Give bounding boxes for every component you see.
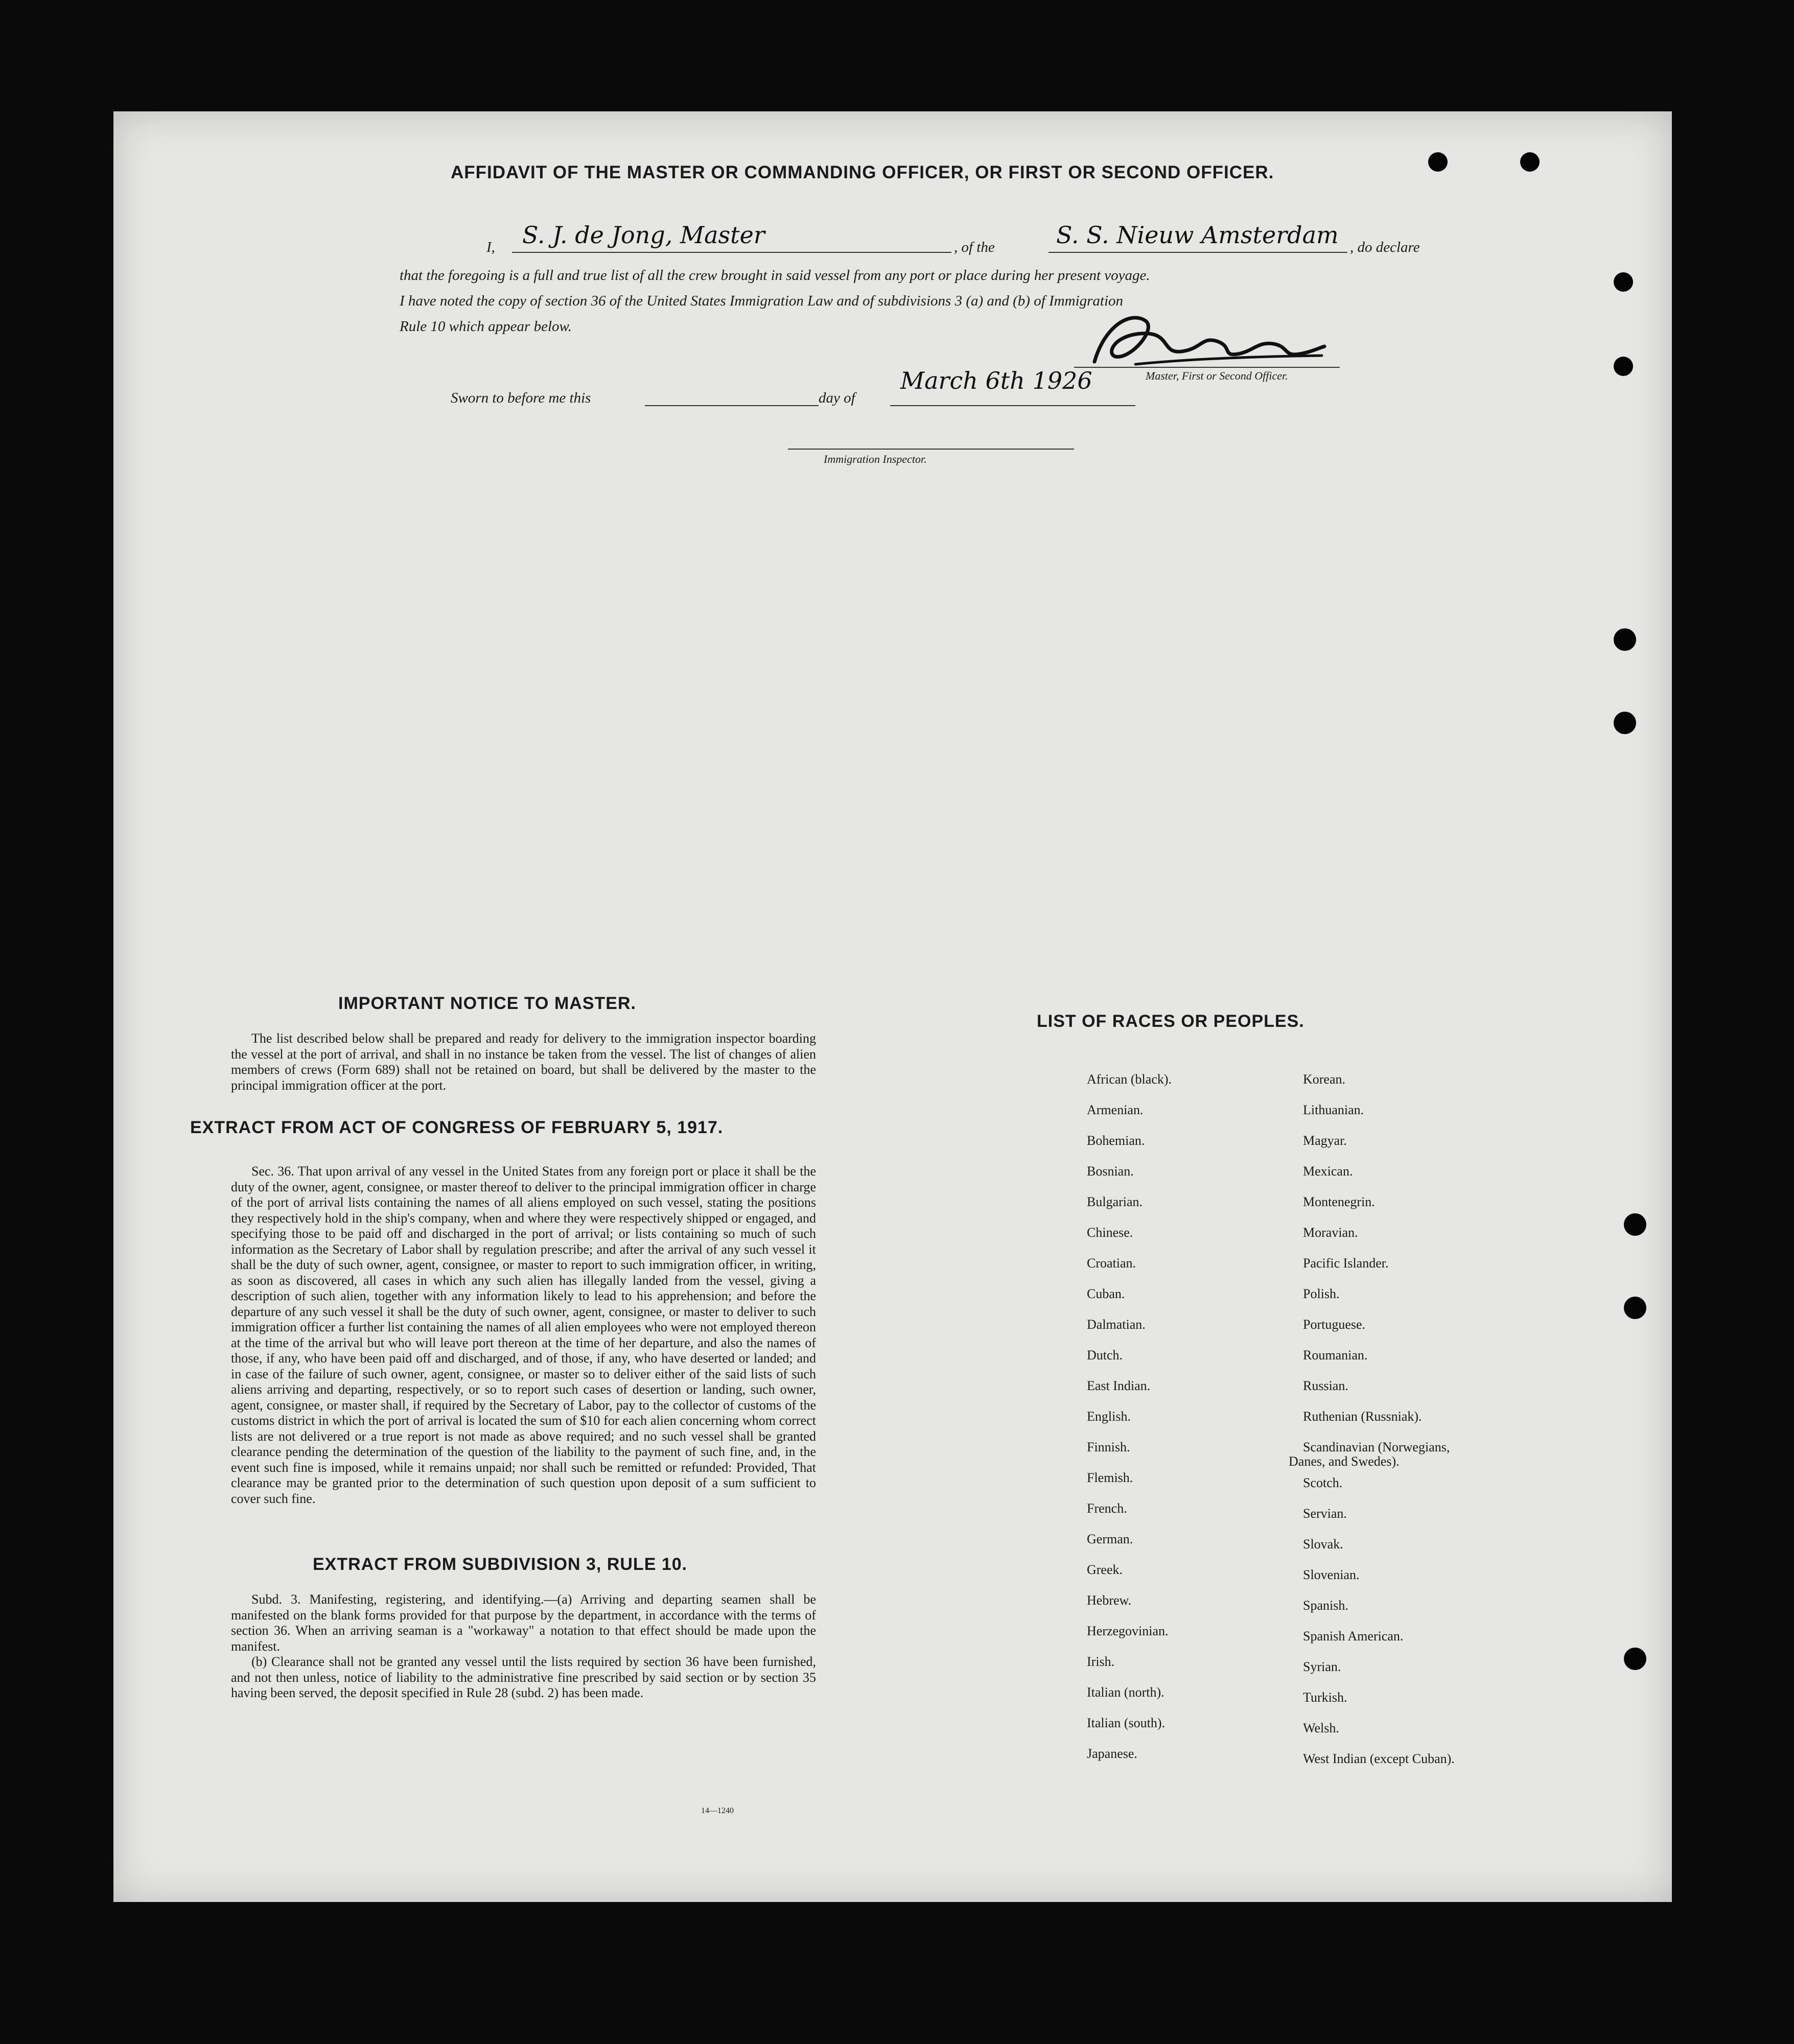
race-item: Bulgarian.: [1087, 1194, 1143, 1209]
affidavit-i: I,: [486, 239, 495, 255]
race-item: Irish.: [1087, 1654, 1115, 1669]
punch-hole: [1624, 1213, 1646, 1236]
handwritten-date: March 6th 1926: [900, 367, 1092, 394]
race-item: Magyar.: [1303, 1133, 1347, 1148]
document-page: [113, 111, 1672, 1902]
race-item: Chinese.: [1087, 1225, 1133, 1240]
affidavit-line-3: I have noted the copy of section 36 of the United States Immigration Law and of subdivisions 3 (a) and (b) of Immigration: [400, 293, 1124, 309]
race-item: West Indian (except Cuban).: [1303, 1751, 1455, 1766]
race-item: Danes, and Swedes).: [1289, 1454, 1400, 1469]
handwritten-master-name: S. J. de Jong, Master: [522, 221, 765, 249]
race-item: Italian (north).: [1087, 1685, 1164, 1700]
race-item: Croatian.: [1087, 1256, 1136, 1271]
extract-rule-title: EXTRACT FROM SUBDIVISION 3, RULE 10.: [313, 1555, 688, 1574]
rule-para-a: Subd. 3. Manifesting, registering, and identifying.—(a) Arriving and departing seamen shall be manifested on the blank forms provided for that purpose by the department, in accordance with the terms of section 36. When an arriving seaman is a "workaway" a notation to that effect should be made upon the manifest.: [231, 1592, 816, 1654]
affidavit-title: AFFIDAVIT OF THE MASTER OR COMMANDING OFFICER, OR FIRST OR SECOND OFFICER.: [451, 162, 1274, 182]
race-item: Ruthenian (Russniak).: [1303, 1409, 1422, 1424]
race-item: Bohemian.: [1087, 1133, 1145, 1148]
race-item: Finnish.: [1087, 1440, 1130, 1454]
punch-hole: [1614, 628, 1636, 651]
race-item: Russian.: [1303, 1378, 1348, 1393]
race-item: Herzegovinian.: [1087, 1624, 1169, 1638]
race-item: German.: [1087, 1532, 1133, 1546]
race-item: African (black).: [1087, 1072, 1172, 1087]
vessel-underline: [1049, 252, 1347, 253]
day-of: day of: [819, 390, 855, 406]
race-item: Armenian.: [1087, 1102, 1144, 1117]
race-item: Roumanian.: [1303, 1348, 1368, 1362]
race-item: Montenegrin.: [1303, 1194, 1375, 1209]
race-item: Welsh.: [1303, 1721, 1339, 1735]
race-item: Dalmatian.: [1087, 1317, 1146, 1332]
race-item: Spanish.: [1303, 1598, 1348, 1613]
race-item: Scandinavian (Norwegians,: [1303, 1440, 1450, 1454]
race-item: Cuban.: [1087, 1286, 1125, 1301]
race-item: Japanese.: [1087, 1746, 1137, 1761]
affidavit-declare: , do declare: [1350, 239, 1420, 255]
race-item: Bosnian.: [1087, 1164, 1134, 1179]
punch-hole: [1428, 152, 1448, 172]
punch-hole: [1614, 272, 1633, 292]
punch-hole: [1624, 1648, 1646, 1670]
race-item: Italian (south).: [1087, 1716, 1166, 1730]
handwritten-vessel-name: S. S. Nieuw Amsterdam: [1056, 221, 1339, 249]
extract-rule-text: [231, 1592, 816, 1701]
race-item: Polish.: [1303, 1286, 1340, 1301]
punch-hole: [1624, 1297, 1646, 1319]
race-item: Mexican.: [1303, 1164, 1353, 1179]
race-item: Portuguese.: [1303, 1317, 1366, 1332]
section-36-paragraph: Sec. 36. That upon arrival of any vessel in the United States from any foreign port or place it shall be the duty of the owner, agent, consignee, or master thereof to deliver to the principal immigration officer in charge of the port of arrival lists containing the names of all aliens employed on such vessel, stating the positions they respectively hold in the ship's company, when and where they were respectively shipped or engaged, and specifying those to be paid off and discharged in the port of arrival; or lists containing so much of such information as the Secretary of Labor shall by regulation prescribe; and after the arrival of any such vessel it shall be the duty of such owner, agent, consignee, or master to report to such immigration officer, in writing, as soon as discovered, all cases in which any such alien has illegally landed from the vessel, giving a description of such alien, together with any information likely to lead to his apprehension; and before the departure of any such vessel it shall be the duty of such owner, agent, consignee, or master to deliver to such immigration officer a further list containing the names of all alien employees who were not employed thereon at the time of the arrival but who will leave port thereon at the time of her departure, and also the names of those, if any, who have been paid off and discharged, and of those, if any, who have deserted or landed; and in case of the failure of such owner, agent, consignee, or master so to deliver either of the said lists of such aliens arriving and departing, respectively, or so to report such cases of desertion or landing, such owner, agent, consignee, or master shall, if required by the Secretary of Labor, pay to the collector of customs of the customs district in which the port of arrival is located the sum of $10 for each alien concerning whom correct lists are not delivered or a true report is not made as above required; and no such vessel shall be granted clearance pending the determination of the question of the liability to the payment of such fine, and, in the event such fine is imposed, while it remains unpaid; nor shall such be remitted or refunded: Provided, That clearance may be granted prior to the determination of such question upon deposit of a sum sufficient to cover such fine.: [231, 1164, 816, 1506]
extract-act-text: [231, 1164, 816, 1507]
sworn-day-underline: [645, 405, 819, 406]
race-item: Flemish.: [1087, 1470, 1133, 1485]
master-signature: [1084, 306, 1330, 377]
race-item: Pacific Islander.: [1303, 1256, 1389, 1271]
race-item: English.: [1087, 1409, 1131, 1424]
race-item: Scotch.: [1303, 1475, 1343, 1490]
punch-hole: [1520, 152, 1540, 172]
form-number: 14—1240: [701, 1806, 734, 1815]
races-title: LIST OF RACES OR PEOPLES.: [1037, 1012, 1304, 1031]
race-item: Turkish.: [1303, 1690, 1347, 1705]
notice-title: IMPORTANT NOTICE TO MASTER.: [338, 994, 636, 1013]
punch-hole: [1614, 357, 1633, 376]
affidavit-line-2: that the foregoing is a full and true list of all the crew brought in said vessel from any port or place during her present voyage.: [400, 267, 1150, 284]
notice-text: [231, 1031, 816, 1093]
notice-paragraph: The list described below shall be prepared and ready for delivery to the immigration inspector boarding the vessel at the port of arrival, and shall in no instance be taken from the vessel. The list of changes of alien members of crews (Form 689) shall not be retained on board, but shall be delivered by the master to the principal immigration officer at the port.: [231, 1031, 816, 1093]
sworn-before: Sworn to before me this: [451, 390, 591, 406]
race-item: Slovak.: [1303, 1537, 1343, 1552]
name-underline: [512, 252, 951, 253]
race-item: Greek.: [1087, 1562, 1123, 1577]
master-caption: Master, First or Second Officer.: [1146, 369, 1288, 382]
inspector-caption: Immigration Inspector.: [824, 453, 927, 465]
race-item: Spanish American.: [1303, 1629, 1404, 1643]
race-item: East Indian.: [1087, 1378, 1151, 1393]
race-item: Hebrew.: [1087, 1593, 1132, 1608]
race-item: Syrian.: [1303, 1659, 1341, 1674]
inspector-signature-line: [788, 449, 1074, 450]
date-underline: [890, 405, 1135, 406]
race-item: Lithuanian.: [1303, 1102, 1364, 1117]
extract-act-title: EXTRACT FROM ACT OF CONGRESS OF FEBRUARY 5, 1917.: [190, 1118, 724, 1137]
race-item: Slovenian.: [1303, 1567, 1360, 1582]
signature-underline: [1074, 367, 1340, 368]
rule-para-b: (b) Clearance shall not be granted any vessel until the lists required by section 36 have been furnished, and not then unless, notice of liability to the administrative fine prescribed by said section or by section 35 having been served, the deposit specified in Rule 28 (subd. 2) has been made.: [231, 1654, 816, 1700]
affidavit-of-the: , of the: [954, 239, 995, 255]
race-item: Dutch.: [1087, 1348, 1123, 1362]
race-item: Korean.: [1303, 1072, 1346, 1087]
race-item: Moravian.: [1303, 1225, 1358, 1240]
race-item: Servian.: [1303, 1506, 1347, 1521]
race-item: French.: [1087, 1501, 1127, 1516]
affidavit-line-4: Rule 10 which appear below.: [400, 318, 572, 335]
punch-hole: [1614, 712, 1636, 734]
